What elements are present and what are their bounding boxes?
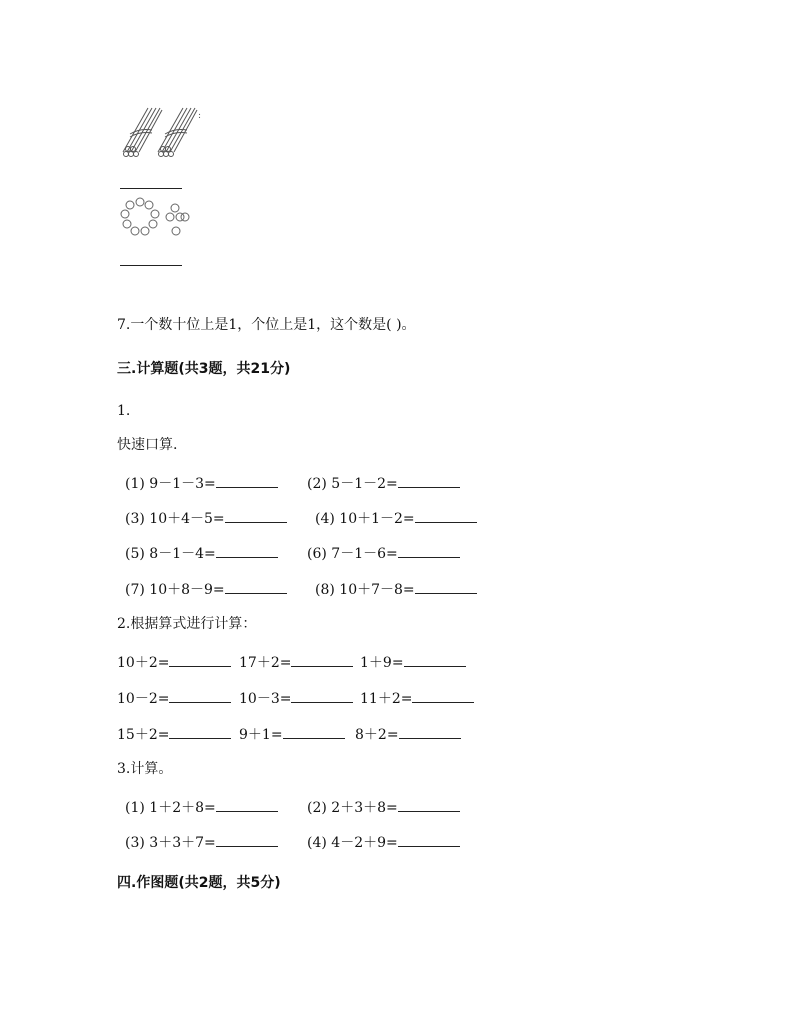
answer-blank[interactable] — [399, 724, 461, 739]
stick-bundles-image — [118, 104, 208, 164]
q1-item-4: (4) 10＋1－2= — [315, 508, 477, 528]
q1-number: 1. — [117, 403, 131, 419]
answer-blank[interactable] — [169, 652, 231, 667]
q3-item-3: (3) 3＋3＋7= — [125, 832, 278, 852]
question-7: 7.一个数十位上是1，个位上是1，这个数是( )。 — [117, 317, 416, 333]
q2-title: 2.根据算式进行计算： — [117, 616, 257, 632]
q1-item-3: (3) 10＋4－5= — [125, 508, 287, 528]
q2-item-6: 11＋2= — [360, 688, 474, 708]
answer-blank[interactable] — [398, 797, 460, 812]
answer-blank[interactable] — [216, 473, 278, 488]
q1-item-1: (1) 9－1－3= — [125, 473, 278, 493]
answer-blank[interactable] — [412, 688, 474, 703]
q2-item-3: 1＋9= — [360, 652, 466, 672]
svg-text::: : — [198, 111, 202, 121]
q1-item-6: (6) 7－1－6= — [307, 543, 460, 563]
answer-blank[interactable] — [398, 543, 460, 558]
q2-item-2: 17＋2= — [239, 652, 353, 672]
q2-item-9: 8＋2= — [355, 724, 461, 744]
q1-item-7: (7) 10＋8－9= — [125, 579, 287, 599]
q1-item-5: (5) 8－1－4= — [125, 543, 278, 563]
answer-blank[interactable] — [216, 832, 278, 847]
answer-blank[interactable] — [169, 724, 231, 739]
q2-item-1: 10＋2= — [117, 652, 231, 672]
q3-item-1: (1) 1＋2＋8= — [125, 797, 278, 817]
q1-item-2: (2) 5－1－2= — [307, 473, 460, 493]
answer-blank[interactable] — [415, 579, 477, 594]
answer-blank[interactable] — [283, 724, 345, 739]
answer-blank[interactable] — [415, 508, 477, 523]
circles-image — [118, 196, 198, 246]
answer-blank[interactable] — [398, 832, 460, 847]
answer-blank[interactable] — [225, 579, 287, 594]
answer-blank[interactable] — [398, 473, 460, 488]
answer-blank[interactable] — [404, 652, 466, 667]
answer-blank[interactable] — [169, 688, 231, 703]
q3-item-2: (2) 2＋3＋8= — [307, 797, 460, 817]
answer-blank[interactable] — [216, 797, 278, 812]
q2-item-8: 9＋1= — [239, 724, 345, 744]
q2-item-4: 10－2= — [117, 688, 231, 708]
answer-blank[interactable] — [291, 688, 353, 703]
answer-blank[interactable] — [225, 508, 287, 523]
answer-blank[interactable] — [216, 543, 278, 558]
q2-item-7: 15＋2= — [117, 724, 231, 744]
answer-blank-1[interactable] — [120, 188, 182, 189]
q1-instruction: 快速口算. — [117, 437, 178, 453]
q3-title: 3.计算。 — [117, 761, 173, 777]
answer-blank-2[interactable] — [120, 265, 182, 266]
section-4-title: 四.作图题(共2题，共5分) — [117, 875, 281, 891]
q2-item-5: 10－3= — [239, 688, 353, 708]
answer-blank[interactable] — [291, 652, 353, 667]
q1-item-8: (8) 10＋7－8= — [315, 579, 477, 599]
section-3-title: 三.计算题(共3题，共21分) — [117, 361, 291, 377]
q3-item-4: (4) 4－2＋9= — [307, 832, 460, 852]
